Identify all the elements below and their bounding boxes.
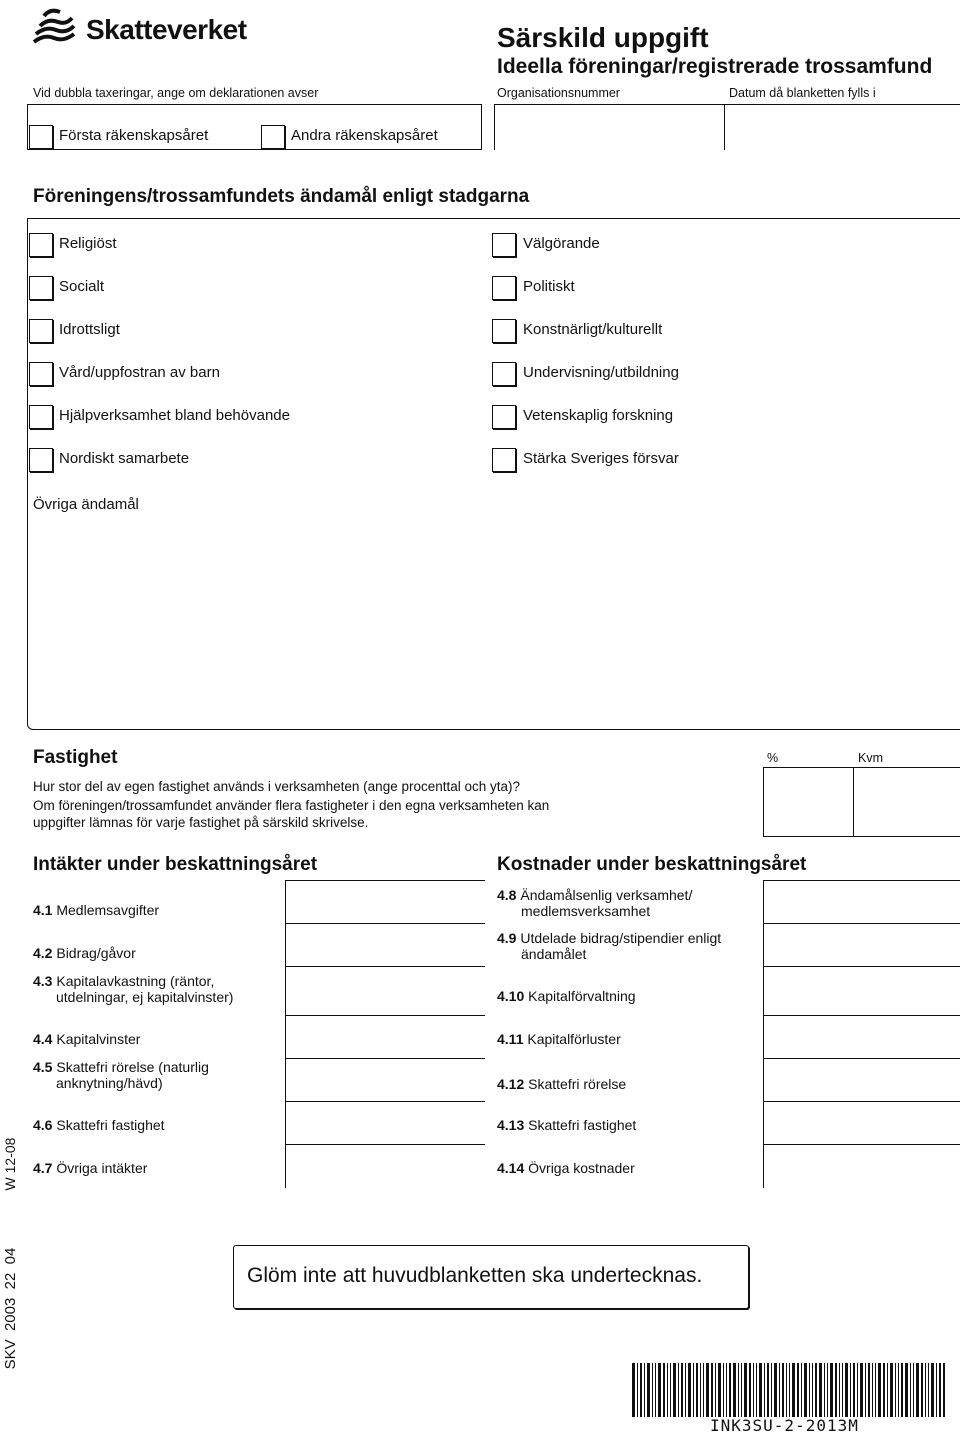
item-number: 4.6 [33, 1117, 53, 1133]
item-number: 4.9 [497, 930, 517, 946]
item-number: 4.13 [497, 1117, 525, 1133]
cost-item-4-11 [497, 1031, 621, 1047]
item-number: 4.12 [497, 1076, 525, 1092]
first-fiscal-year-label: Första räkenskapsåret [59, 127, 209, 144]
form-title: Särskild uppgift [497, 22, 709, 53]
cost-field-4-14[interactable] [763, 1144, 960, 1188]
cost-field-4-9[interactable] [763, 923, 960, 967]
purpose-charity-aid-checkbox[interactable] [29, 405, 53, 429]
item-number: 4.2 [33, 945, 53, 961]
purpose-benevolent-label: Välgörande [523, 235, 600, 252]
cost-field-4-13[interactable] [763, 1101, 960, 1145]
item-number: 4.14 [497, 1160, 525, 1176]
item-label: Kapitalavkastning (räntor, [56, 973, 215, 989]
second-fiscal-year-checkbox[interactable] [261, 125, 285, 149]
purpose-benevolent-checkbox[interactable] [492, 233, 516, 257]
income-field-4-6[interactable] [285, 1101, 485, 1145]
item-number: 4.8 [497, 887, 517, 903]
second-fiscal-year-label: Andra räkenskapsåret [291, 127, 438, 144]
percent-label: % [767, 751, 779, 765]
income-item-4-5 [33, 1059, 209, 1075]
purpose-defense-checkbox[interactable] [492, 448, 516, 472]
form-subtitle: Ideella föreningar/registrerade trossamfund [497, 55, 933, 78]
item-number: 4.7 [33, 1160, 53, 1176]
purpose-education-checkbox[interactable] [492, 362, 516, 386]
income-item-4-3-line2: utdelningar, ej kapitalvinster) [56, 989, 234, 1005]
purpose-education-label: Undervisning/utbildning [523, 364, 679, 381]
cost-item-4-8 [497, 887, 692, 903]
cost-item-4-10 [497, 988, 636, 1004]
income-item-4-4 [33, 1031, 140, 1047]
item-label: Ändamålsenlig verksamhet/ [520, 887, 693, 903]
costs-heading: Kostnader under beskattningsåret [497, 854, 807, 875]
item-label: Skattefri rörelse [528, 1076, 627, 1092]
item-number: 4.11 [497, 1031, 524, 1047]
income-field-4-4[interactable] [285, 1015, 485, 1059]
income-field-4-5[interactable] [285, 1058, 485, 1102]
cost-field-4-8[interactable] [763, 880, 960, 924]
item-label: Skattefri rörelse (naturlig [56, 1059, 209, 1075]
property-question: Hur stor del av egen fastighet används i verksamheten (ange procenttal och yta)? [33, 779, 521, 794]
cost-item-4-8-line2: medlemsverksamhet [521, 903, 651, 919]
income-field-4-7[interactable] [285, 1144, 485, 1188]
item-label: Kapitalvinster [56, 1031, 141, 1047]
purpose-nordic-checkbox[interactable] [29, 448, 53, 472]
purpose-charity-aid-label: Hjälpverksamhet bland behövande [59, 407, 290, 424]
purpose-sports-label: Idrottsligt [59, 321, 120, 338]
property-heading: Fastighet [33, 747, 118, 768]
income-field-4-3[interactable] [285, 966, 485, 1016]
logo-text: Skatteverket [86, 14, 247, 45]
income-item-4-6 [33, 1117, 165, 1133]
property-sqm-field[interactable] [853, 767, 960, 837]
income-item-4-5-line2: anknytning/hävd) [56, 1075, 163, 1091]
barcode-text: INK3SU-2-2013M [710, 1416, 859, 1435]
item-label: Bidrag/gåvor [56, 945, 136, 961]
cost-item-4-9-line2: ändamålet [521, 946, 587, 962]
income-item-4-7 [33, 1160, 147, 1176]
purpose-social-checkbox[interactable] [29, 276, 53, 300]
property-note-line1: Om föreningen/trossamfundet använder flera fastigheter i den egna verksamheten kan [33, 798, 550, 813]
cost-field-4-12[interactable] [763, 1058, 960, 1102]
item-label: Övriga intäkter [56, 1160, 148, 1176]
orgnr-label: Organisationsnummer [497, 86, 620, 100]
form-version-vertical: W 12-08 [2, 1137, 18, 1191]
skatteverket-logo [30, 4, 260, 48]
first-fiscal-year-checkbox[interactable] [29, 125, 53, 149]
other-purpose-field[interactable] [30, 520, 955, 725]
purpose-social-label: Socialt [59, 278, 105, 295]
purpose-religious-label: Religiöst [59, 235, 117, 252]
crown-logo-icon [30, 4, 78, 48]
header-left-subtitle: Vid dubbla taxeringar, ange om deklarationen avser [33, 86, 319, 100]
form-code-vertical: SKV 2003 22 04 [2, 1247, 19, 1370]
income-item-4-1 [33, 902, 159, 918]
purpose-arts-checkbox[interactable] [492, 319, 516, 343]
item-number: 4.5 [33, 1059, 53, 1075]
item-label: Skattefri fastighet [528, 1117, 637, 1133]
purpose-research-checkbox[interactable] [492, 405, 516, 429]
date-label: Datum då blanketten fylls i [729, 86, 876, 100]
item-label: Medlemsavgifter [56, 902, 160, 918]
item-label: Kapitalförvaltning [528, 988, 636, 1004]
income-field-4-1[interactable] [285, 880, 485, 924]
income-field-4-2[interactable] [285, 923, 485, 967]
income-item-4-3 [33, 973, 214, 989]
purpose-political-label: Politiskt [523, 278, 575, 295]
purpose-childcare-checkbox[interactable] [29, 362, 53, 386]
item-label: Skattefri fastighet [56, 1117, 165, 1133]
purpose-arts-label: Konstnärligt/kulturellt [523, 321, 663, 338]
item-label: Utdelade bidrag/stipendier enligt [520, 930, 722, 946]
item-number: 4.3 [33, 973, 53, 989]
purpose-political-checkbox[interactable] [492, 276, 516, 300]
item-label: Övriga kostnader [528, 1160, 635, 1176]
cost-field-4-11[interactable] [763, 1015, 960, 1059]
purpose-sports-checkbox[interactable] [29, 319, 53, 343]
purpose-religious-checkbox[interactable] [29, 233, 53, 257]
purpose-nordic-label: Nordiskt samarbete [59, 450, 190, 467]
cost-item-4-12 [497, 1076, 626, 1092]
purpose-defense-label: Stärka Sveriges försvar [523, 450, 679, 467]
income-heading: Intäkter under beskattningsåret [33, 854, 318, 875]
other-purpose-label: Övriga ändamål [33, 496, 139, 513]
orgnr-field[interactable] [494, 104, 726, 150]
purpose-research-label: Vetenskaplig forskning [523, 407, 674, 424]
purpose-heading: Föreningens/trossamfundets ändamål enligt stadgarna [33, 186, 530, 207]
item-label: Kapitalförluster [527, 1031, 621, 1047]
item-number: 4.4 [33, 1031, 53, 1047]
income-item-4-2 [33, 945, 136, 961]
item-number: 4.1 [33, 902, 53, 918]
item-number: 4.10 [497, 988, 525, 1004]
cost-item-4-13 [497, 1117, 636, 1133]
barcode-icon [632, 1363, 945, 1417]
cost-field-4-10[interactable] [763, 966, 960, 1016]
sqm-label: Kvm [858, 751, 883, 765]
cost-item-4-14 [497, 1160, 635, 1176]
cost-item-4-9 [497, 930, 721, 946]
signature-reminder-text: Glöm inte att huvudblanketten ska undertecknas. [247, 1264, 703, 1287]
date-field[interactable] [724, 104, 960, 150]
property-percent-field[interactable] [763, 767, 855, 837]
purpose-childcare-label: Vård/uppfostran av barn [59, 364, 220, 381]
property-note-line2: uppgifter lämnas för varje fastighet på särskild skrivelse. [33, 815, 369, 830]
